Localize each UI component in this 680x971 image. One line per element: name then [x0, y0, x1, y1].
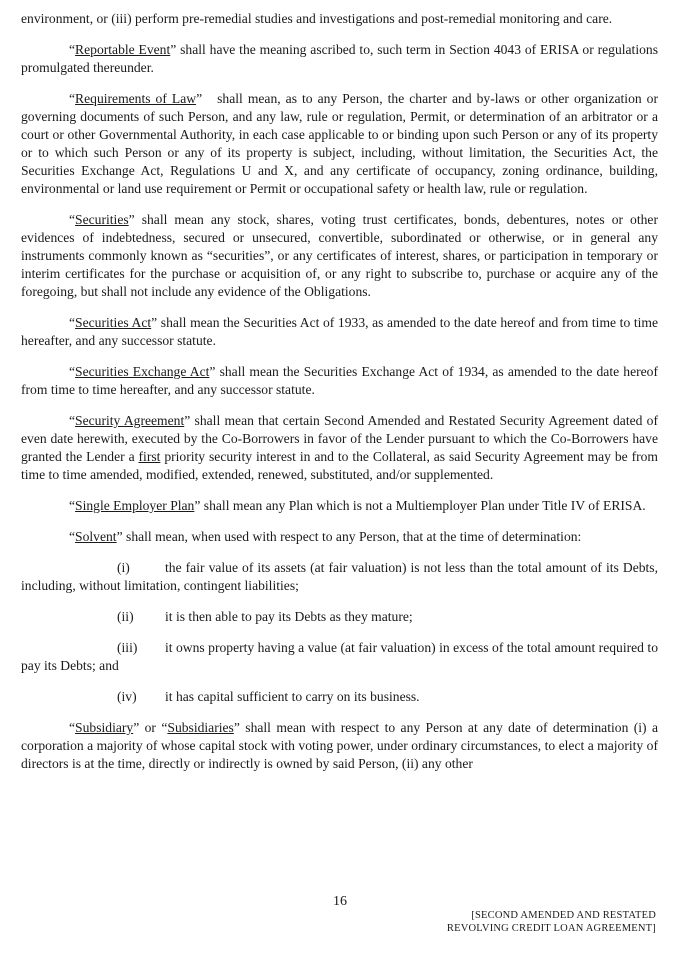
definition-text: shall mean with respect to any Person at any date of determination (i) a corporation a majority of whose capital stock with voting power, under ordinary circumstances, to elect a majority of directors is at the time, directly or indirectly is owned by said Person, (ii) any other: [21, 720, 658, 771]
solvent-clause-iii: [21, 639, 658, 675]
definition-text: shall mean the Securities Exchange Act of 1934, as amended to the date hereof from time to time hereafter, and any successor statute.: [21, 364, 658, 397]
definition-text: shall mean that certain Second Amended and Restated Security Agreement dated of even date herewith, executed by the Co-Borrowers in favor of the Lender pursuant to which the Co-Borrowers have granted the Lender a: [21, 413, 659, 464]
definition-text: priority security interest in and to the Collateral, as said Security Agreement may be from time to time amended, modified, extended, renewed, substituted, and/or supplemented.: [21, 449, 658, 482]
defined-term: Single Employer Plan: [75, 498, 195, 513]
page-number: 16: [333, 894, 347, 909]
defined-term: Security Agreement: [75, 413, 185, 428]
defined-term: Requirements of Law: [75, 91, 197, 106]
footer-label-line-2: REVOLVING CREDIT LOAN AGREEMENT]: [446, 923, 656, 934]
definition-securities-exchange-act: “Securities Exchange Act” shall mean the Securities Exchange Act of 1934, as amended to the date hereof from time to time hereafter, and any successor statute.: [21, 364, 658, 397]
defined-term: Securities Act: [75, 315, 152, 330]
clause-text: it has capital sufficient to carry on its business.: [165, 689, 420, 704]
definition-single-employer-plan: “Single Employer Plan” shall mean any Plan which is not a Multiemployer Plan under Title IV of ERISA.: [69, 498, 646, 513]
definition-text: shall mean, as to any Person, the charter and by-laws or other organization or governing documents of such Person, and any law, rule or regulation, Permit, or determination of an arbitrator or a court or other Governmental Authority, in each case applicable to or binding upon such Person or any of its property or to which such Person or any of its property is subject, including, without limitation, the Securities Act, the Securities Exchange Act, Regulations U and X, and any certificate of occupancy, zoning ordinance, building, environmental or land use requirement or Permit or occupational safety or health law, rule or regulation.: [21, 91, 658, 196]
definition-text: shall mean the Securities Act of 1933, as amended to the date hereof and from time to time hereafter, and any successor statute.: [21, 315, 658, 348]
definition-requirements-of-law: “Requirements of Law” shall mean, as to any Person, the charter and by-laws or other organization or governing documents of such Person, and any law, rule or regulation, Permit, or determination of an arbitrator or a court or other Governmental Authority, in each case applicable to or binding upon such Person or any of its property or to which such Person or any of its property is subject, including, without limitation, the Securities Act, the Securities Exchange Act, Regulations U and X, and any certificate of occupancy, zoning ordinance, building, environmental or land use requirement or Permit or occupational safety or health law, rule or regulation.: [21, 91, 658, 196]
footer-document-label: [447, 909, 656, 935]
clause-number: (iii): [117, 640, 138, 655]
clause-text: it owns property having a value (at fair valuation) in excess of the total amount required to pay its Debts; and: [21, 640, 658, 673]
emphasis-first: first: [138, 449, 161, 464]
defined-term: Solvent: [75, 529, 117, 544]
clause-number: (iv): [117, 689, 137, 704]
footer-label-line-1: [SECOND AMENDED AND RESTATED: [471, 910, 656, 921]
definition-text: shall mean, when used with respect to any Person, that at the time of determination:: [122, 529, 582, 544]
intro-continuation: environment, or (iii) perform pre-remedial studies and investigations and post-remedial monitoring and care.: [21, 11, 613, 26]
definition-securities: “Securities” shall mean any stock, shares, voting trust certificates, bonds, debentures, notes or other evidences of indebtedness, secured or unsecured, convertible, subordinated or otherwise, or in general any instruments commonly known as “securities”, or any certificates of interest, shares, or participation in temporary or interim certificates for the purchase or acquisition of, or any right to subscribe to, purchase or acquire any of the foregoing, but shall not include any evidence of the Obligations.: [21, 212, 658, 299]
definition-securities-act: “Securities Act” shall mean the Securities Act of 1933, as amended to the date hereof and from time to time hereafter, and any successor statute.: [21, 315, 658, 348]
definition-text: shall mean any stock, shares, voting trust certificates, bonds, debentures, notes or other evidences of indebtedness, secured or unsecured, convertible, subordinated or otherwise, or in general any instruments commonly known as “securities”, or any certificates of interest, shares, or participation in temporary or interim certificates for the purchase or acquisition of, or any right to subscribe to, purchase or acquire any of the foregoing, but shall not include any evidence of the Obligations.: [21, 212, 658, 299]
definition-text: shall have the meaning ascribed to, such term in Section 4043 of ERISA or regulations promulgated thereunder.: [21, 42, 658, 75]
clause-text: the fair value of its assets (at fair valuation) is not less than the total amount of its Debts, including, without limitation, contingent liabilities;: [21, 560, 658, 593]
definition-solvent: “Solvent” shall mean, when used with respect to any Person, that at the time of determination:: [69, 529, 582, 544]
solvent-clause-i: [21, 559, 658, 595]
definition-security-agreement: “Security Agreement” shall mean that certain Second Amended and Restated Security Agreement dated of even date herewith, executed by the Co-Borrowers in favor of the Lender pursuant to which the Co-Borrowers have granted the Lender a first priority security interest in and to the Collateral, as said Security Agreement may be from time to time amended, modified, extended, renewed, substituted, and/or supplemented.: [21, 413, 659, 482]
clause-number: (ii): [117, 609, 134, 624]
definition-reportable-event: “Reportable Event” shall have the meaning ascribed to, such term in Section 4043 of ERISA or regulations promulgated thereunder.: [21, 42, 658, 75]
solvent-clause-ii: [21, 608, 658, 626]
defined-term: Reportable Event: [75, 42, 171, 57]
clause-number: (i): [117, 560, 130, 575]
defined-term: Subsidiary: [75, 720, 134, 735]
definition-subsidiary: “Subsidiary” or “Subsidiaries” shall mean with respect to any Person at any date of determination (i) a corporation a majority of whose capital stock with voting power, under ordinary circumstances, to elect a majority of directors is at the time, directly or indirectly is owned by said Person, (ii) any other: [21, 720, 658, 771]
definition-text: shall mean any Plan which is not a Multiemployer Plan under Title IV of ERISA.: [200, 498, 646, 513]
connector-text: or: [139, 720, 162, 735]
clause-text: it is then able to pay its Debts as they mature;: [165, 609, 413, 624]
defined-term: Subsidiaries: [167, 720, 234, 735]
solvent-clause-iv: [21, 688, 658, 706]
defined-term: Securities: [75, 212, 129, 227]
defined-term: Securities Exchange Act: [75, 364, 210, 379]
